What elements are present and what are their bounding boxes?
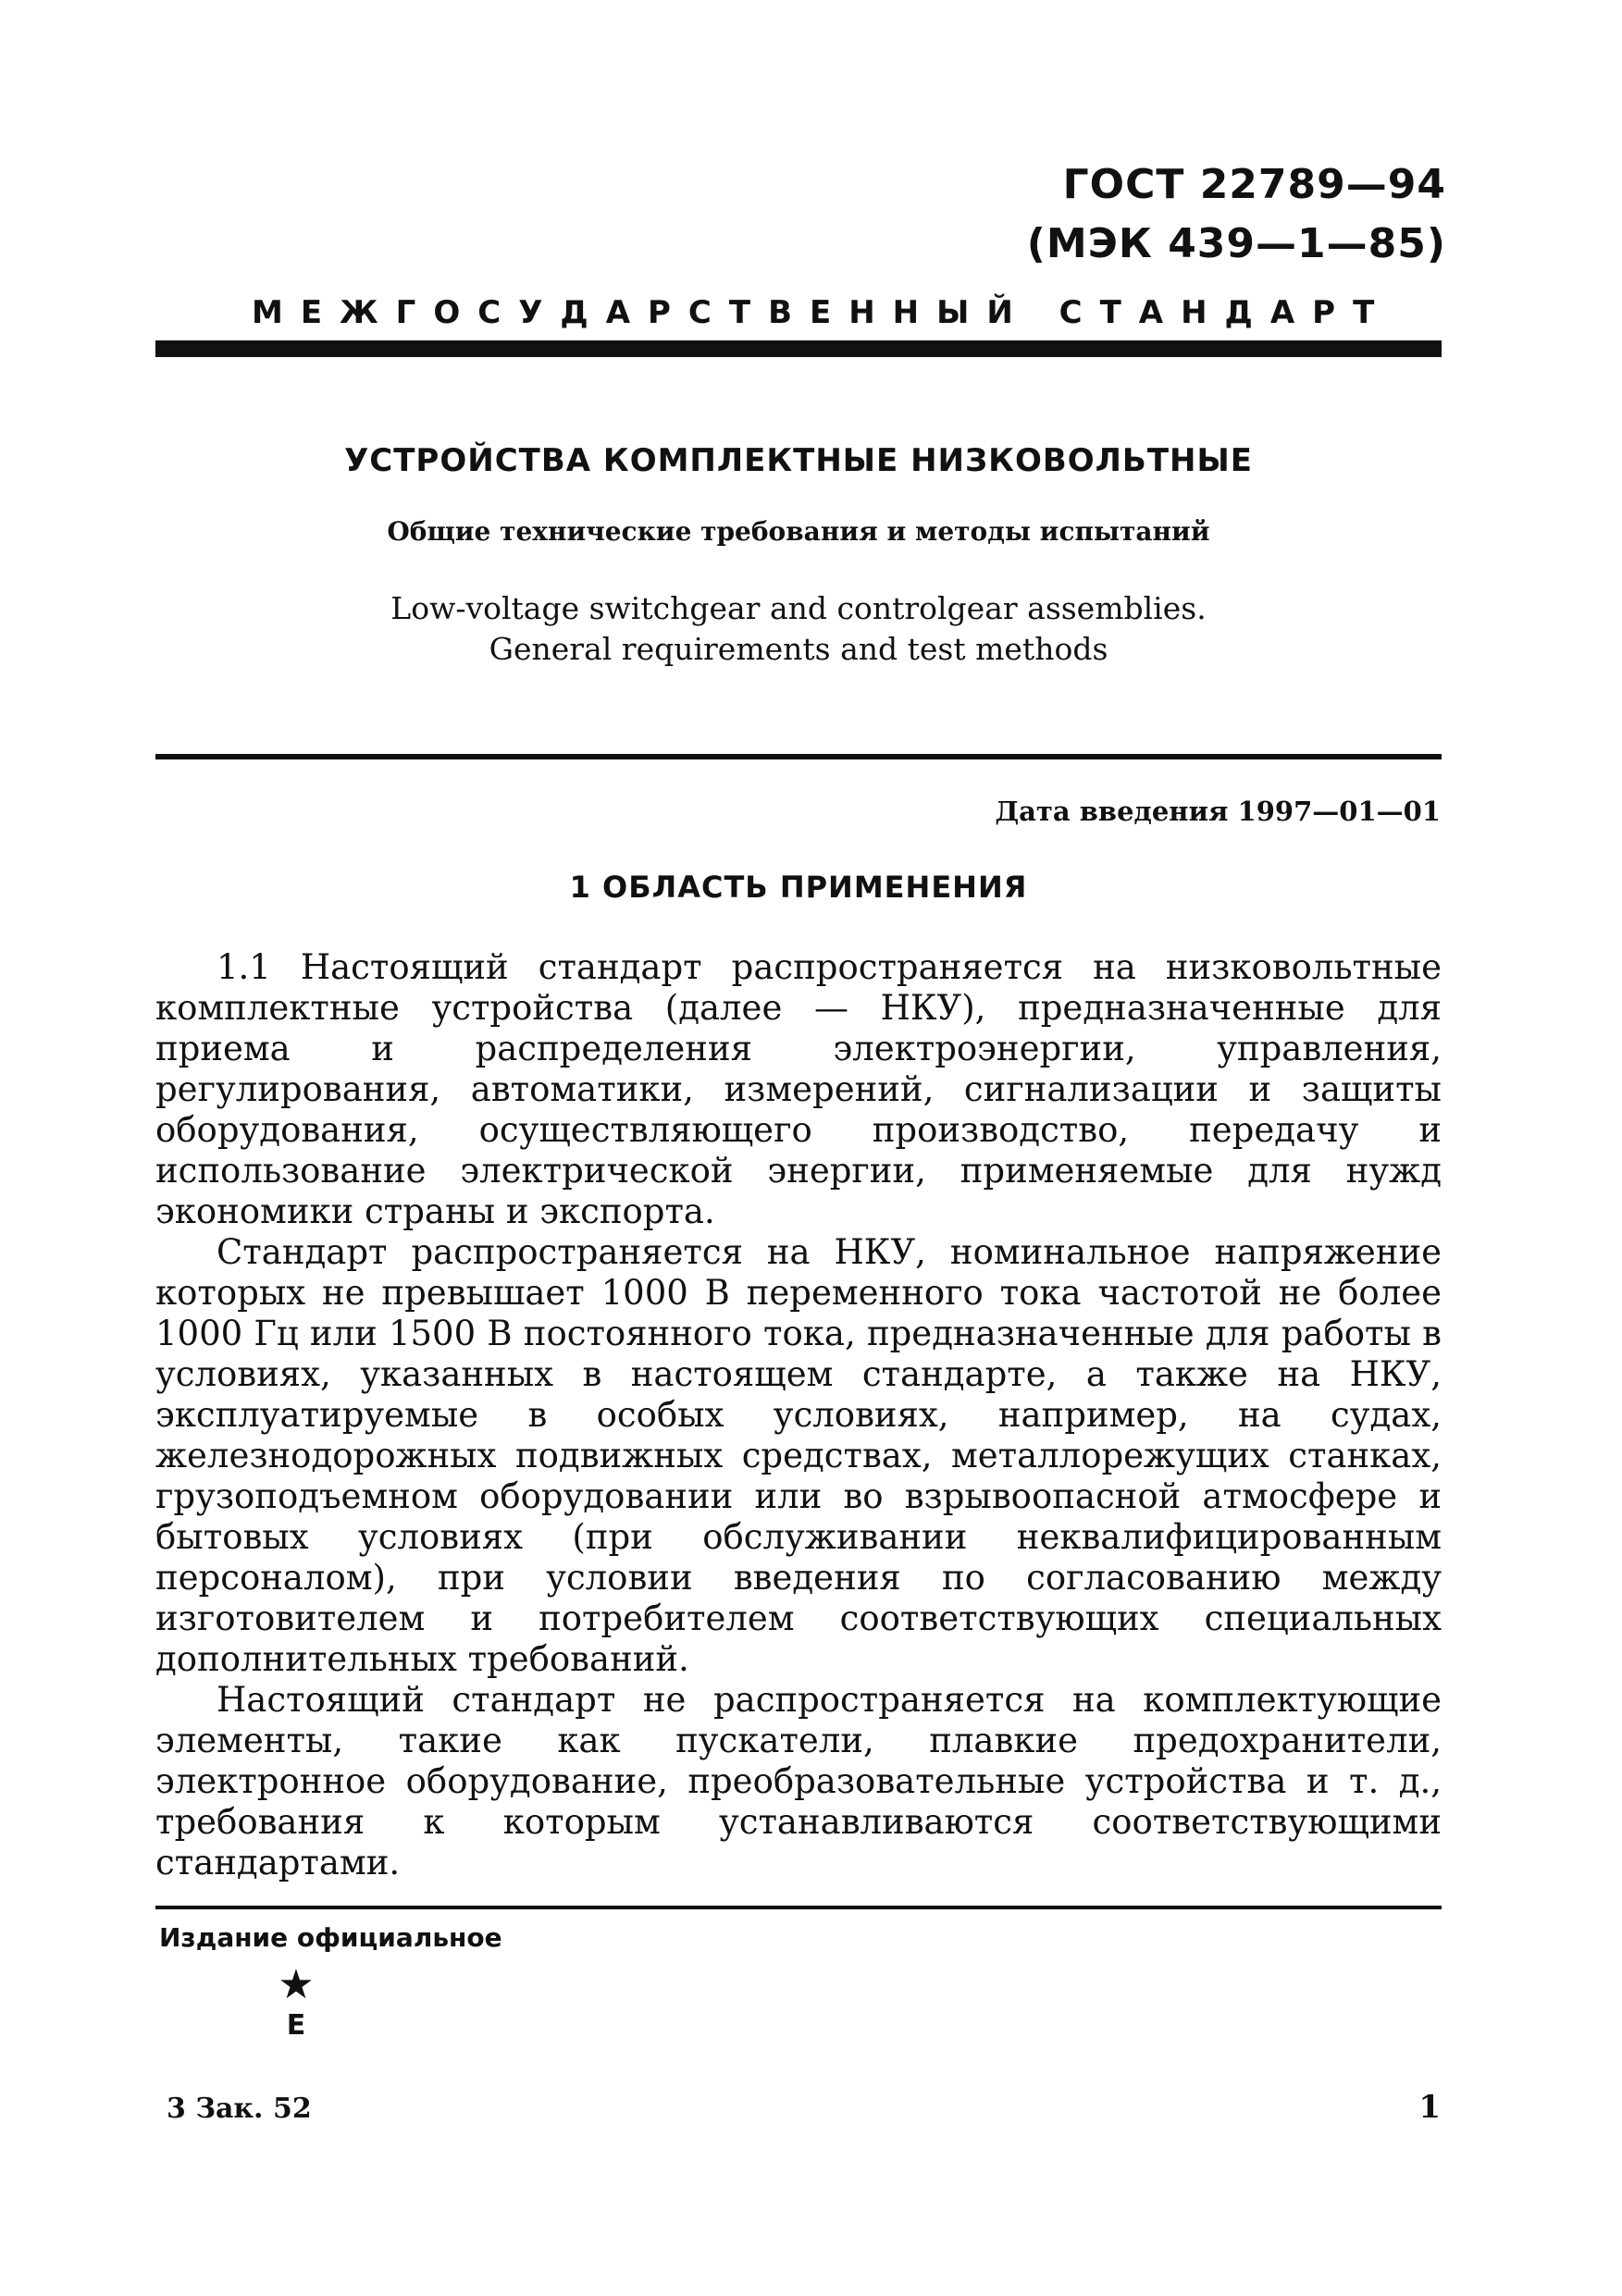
star-icon: ★ [278, 1961, 315, 2008]
document-title-en [155, 588, 1442, 670]
paragraph-applicability: Стандарт распространяется на НКУ, номинальное напряжение которых не превышает 1000 В переменного тока частотой не более 1000 Гц или 1500 В постоянного тока, предназначенные для работы в условиях, указанных в настоящем стандарте, а также на НКУ, эксплуатируемые в особых условиях, например, на судах, железнодорожных подвижных средствах, металлорежущих станках, грузоподъемном оборудовании или во взрывоопасной атмосфере и бытовых условиях (при обслуживании неквалифицированным персоналом), при условии введения по согласованию между изготовителем и потребителем соответствующих специальных дополнительных требований. [155, 1232, 1442, 1679]
header-divider [155, 340, 1442, 357]
section-heading: 1 ОБЛАСТЬ ПРИМЕНЕНИЯ [569, 870, 1028, 905]
paragraph-exclusions: Настоящий стандарт не распространяется на комплектующие элементы, такие как пускатели, плавкие предохранители, электронное оборудование, преобразовательные устройства и т. д., требования к которым устанавливаются соответствующими стандартами. [155, 1680, 1442, 1882]
page-number: 1 [1418, 2089, 1441, 2126]
iec-number: (МЭК 439—1—85) [1026, 220, 1446, 267]
footer-divider [155, 1906, 1442, 1909]
standard-designation [1027, 155, 1446, 274]
title-en-line-2: General requirements and test methods [489, 631, 1108, 667]
standard-kind-banner: МЕЖГОСУДАРСТВЕННЫЙ СТАНДАРТ [252, 294, 1393, 331]
paragraph-scope: 1.1 Настоящий стандарт распространяется на низковольтные комплектные устройства (далее — НКУ), предназначенные для приема и распределения электроэнергии, управления, регулирования, автоматики, измерений, сигнализации и защиты оборудования, осуществляющего производство, передачу и использование электрической энергии, применяемые для нужд экономики страны и экспорта. [155, 947, 1442, 1231]
official-edition-label: Издание официальное [159, 1922, 502, 1953]
introduction-date: Дата введения 1997—01—01 [995, 796, 1441, 827]
title-divider [155, 754, 1442, 759]
order-number: 3 Зак. 52 [167, 2092, 312, 2125]
document-title-ru: УСТРОЙСТВА КОМПЛЕКТНЫЕ НИЗКОВОЛЬТНЫЕ [344, 442, 1253, 479]
edition-mark-letter: Е [286, 2009, 306, 2042]
document-subtitle-ru: Общие технические требования и методы испытаний [387, 516, 1210, 547]
gost-number: ГОСТ 22789—94 [1062, 161, 1446, 208]
title-en-line-1: Low-voltage switchgear and controlgear assemblies. [390, 590, 1207, 626]
section-body [155, 947, 1442, 1883]
